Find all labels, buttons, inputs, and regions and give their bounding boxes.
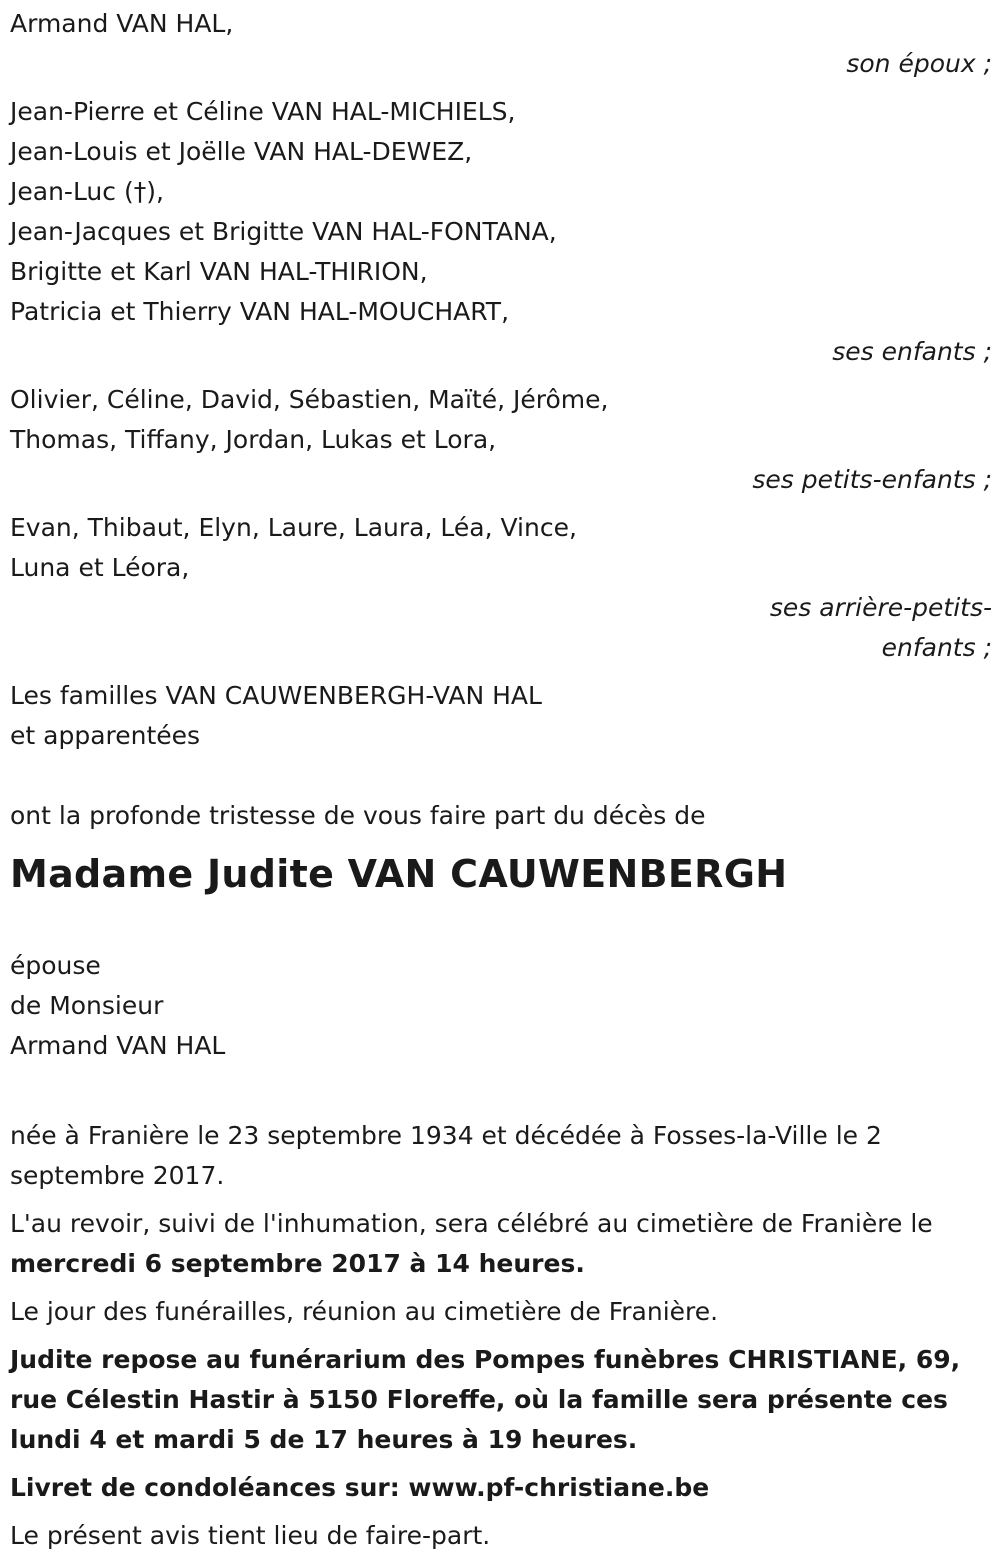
child-line: Brigitte et Karl VAN HAL-THIRION,	[10, 257, 428, 286]
great-grandchildren-line: Luna et Léora,	[10, 553, 190, 582]
spacer	[10, 756, 992, 796]
families-line: et apparentées	[10, 721, 201, 750]
deceased-name: Madame Judite VAN CAUWENBERGH	[10, 852, 788, 896]
child-line: Jean-Louis et Joëlle VAN HAL-DEWEZ,	[10, 137, 473, 166]
announcement: ont la profonde tristesse de vous faire part du décès de	[10, 801, 706, 830]
spacer	[10, 668, 992, 676]
child-line: Jean-Pierre et Céline VAN HAL-MICHIELS,	[10, 97, 516, 126]
spacer	[10, 84, 992, 92]
child-line: Jean-Luc (†),	[10, 177, 164, 206]
grandchildren-line: Olivier, Céline, David, Sébastien, Maïté, Jérôme,	[10, 385, 609, 414]
condolences-text: Livret de condoléances sur: www.pf-christiane.be	[10, 1473, 710, 1502]
children-role: ses enfants ;	[832, 337, 992, 366]
spacer	[10, 1066, 992, 1106]
ceremony-text: L'au revoir, suivi de l'inhumation, sera célébré au cimetière de Franière le	[10, 1209, 933, 1238]
child-line: Jean-Jacques et Brigitte VAN HAL-FONTANA,	[10, 217, 557, 246]
spouse-role: son époux ;	[846, 49, 992, 78]
child-line: Patricia et Thierry VAN HAL-MOUCHART,	[10, 297, 510, 326]
great-grandchildren-line: Evan, Thibaut, Elyn, Laure, Laura, Léa, Vince,	[10, 513, 577, 542]
obituary-notice	[10, 4, 992, 1556]
great-grandchildren-role: enfants ;	[881, 633, 992, 662]
spacer	[10, 898, 992, 946]
spacer	[10, 372, 992, 380]
funerarium-text: Judite repose au funérarium des Pompes funèbres CHRISTIANE, 69, rue Célestin Hastir à 5150 Floreffe, où la famille sera présente ces lundi 4 et mardi 5 de 17 heures à 19 heures.	[10, 1345, 961, 1454]
spouse-of-line: épouse	[10, 951, 101, 980]
spouse-of-line: de Monsieur	[10, 991, 164, 1020]
birth-death-text: née à Franière le 23 septembre 1934 et décédée à Fosses-la-Ville le 2 septembre 2017.	[10, 1121, 882, 1190]
great-grandchildren-role: ses arrière-petits-	[769, 593, 992, 622]
spouse-name: Armand VAN HAL,	[10, 9, 234, 38]
spouse-of-line: Armand VAN HAL	[10, 1031, 226, 1060]
ceremony-date: mercredi 6 septembre 2017 à 14 heures.	[10, 1249, 585, 1278]
spacer	[10, 500, 992, 508]
notice-text: Le présent avis tient lieu de faire-part.	[10, 1521, 491, 1550]
grandchildren-role: ses petits-enfants ;	[752, 465, 992, 494]
families-line: Les familles VAN CAUWENBERGH-VAN HAL	[10, 681, 542, 710]
grandchildren-line: Thomas, Tiffany, Jordan, Lukas et Lora,	[10, 425, 497, 454]
reunion-text: Le jour des funérailles, réunion au cimetière de Franière.	[10, 1297, 719, 1326]
